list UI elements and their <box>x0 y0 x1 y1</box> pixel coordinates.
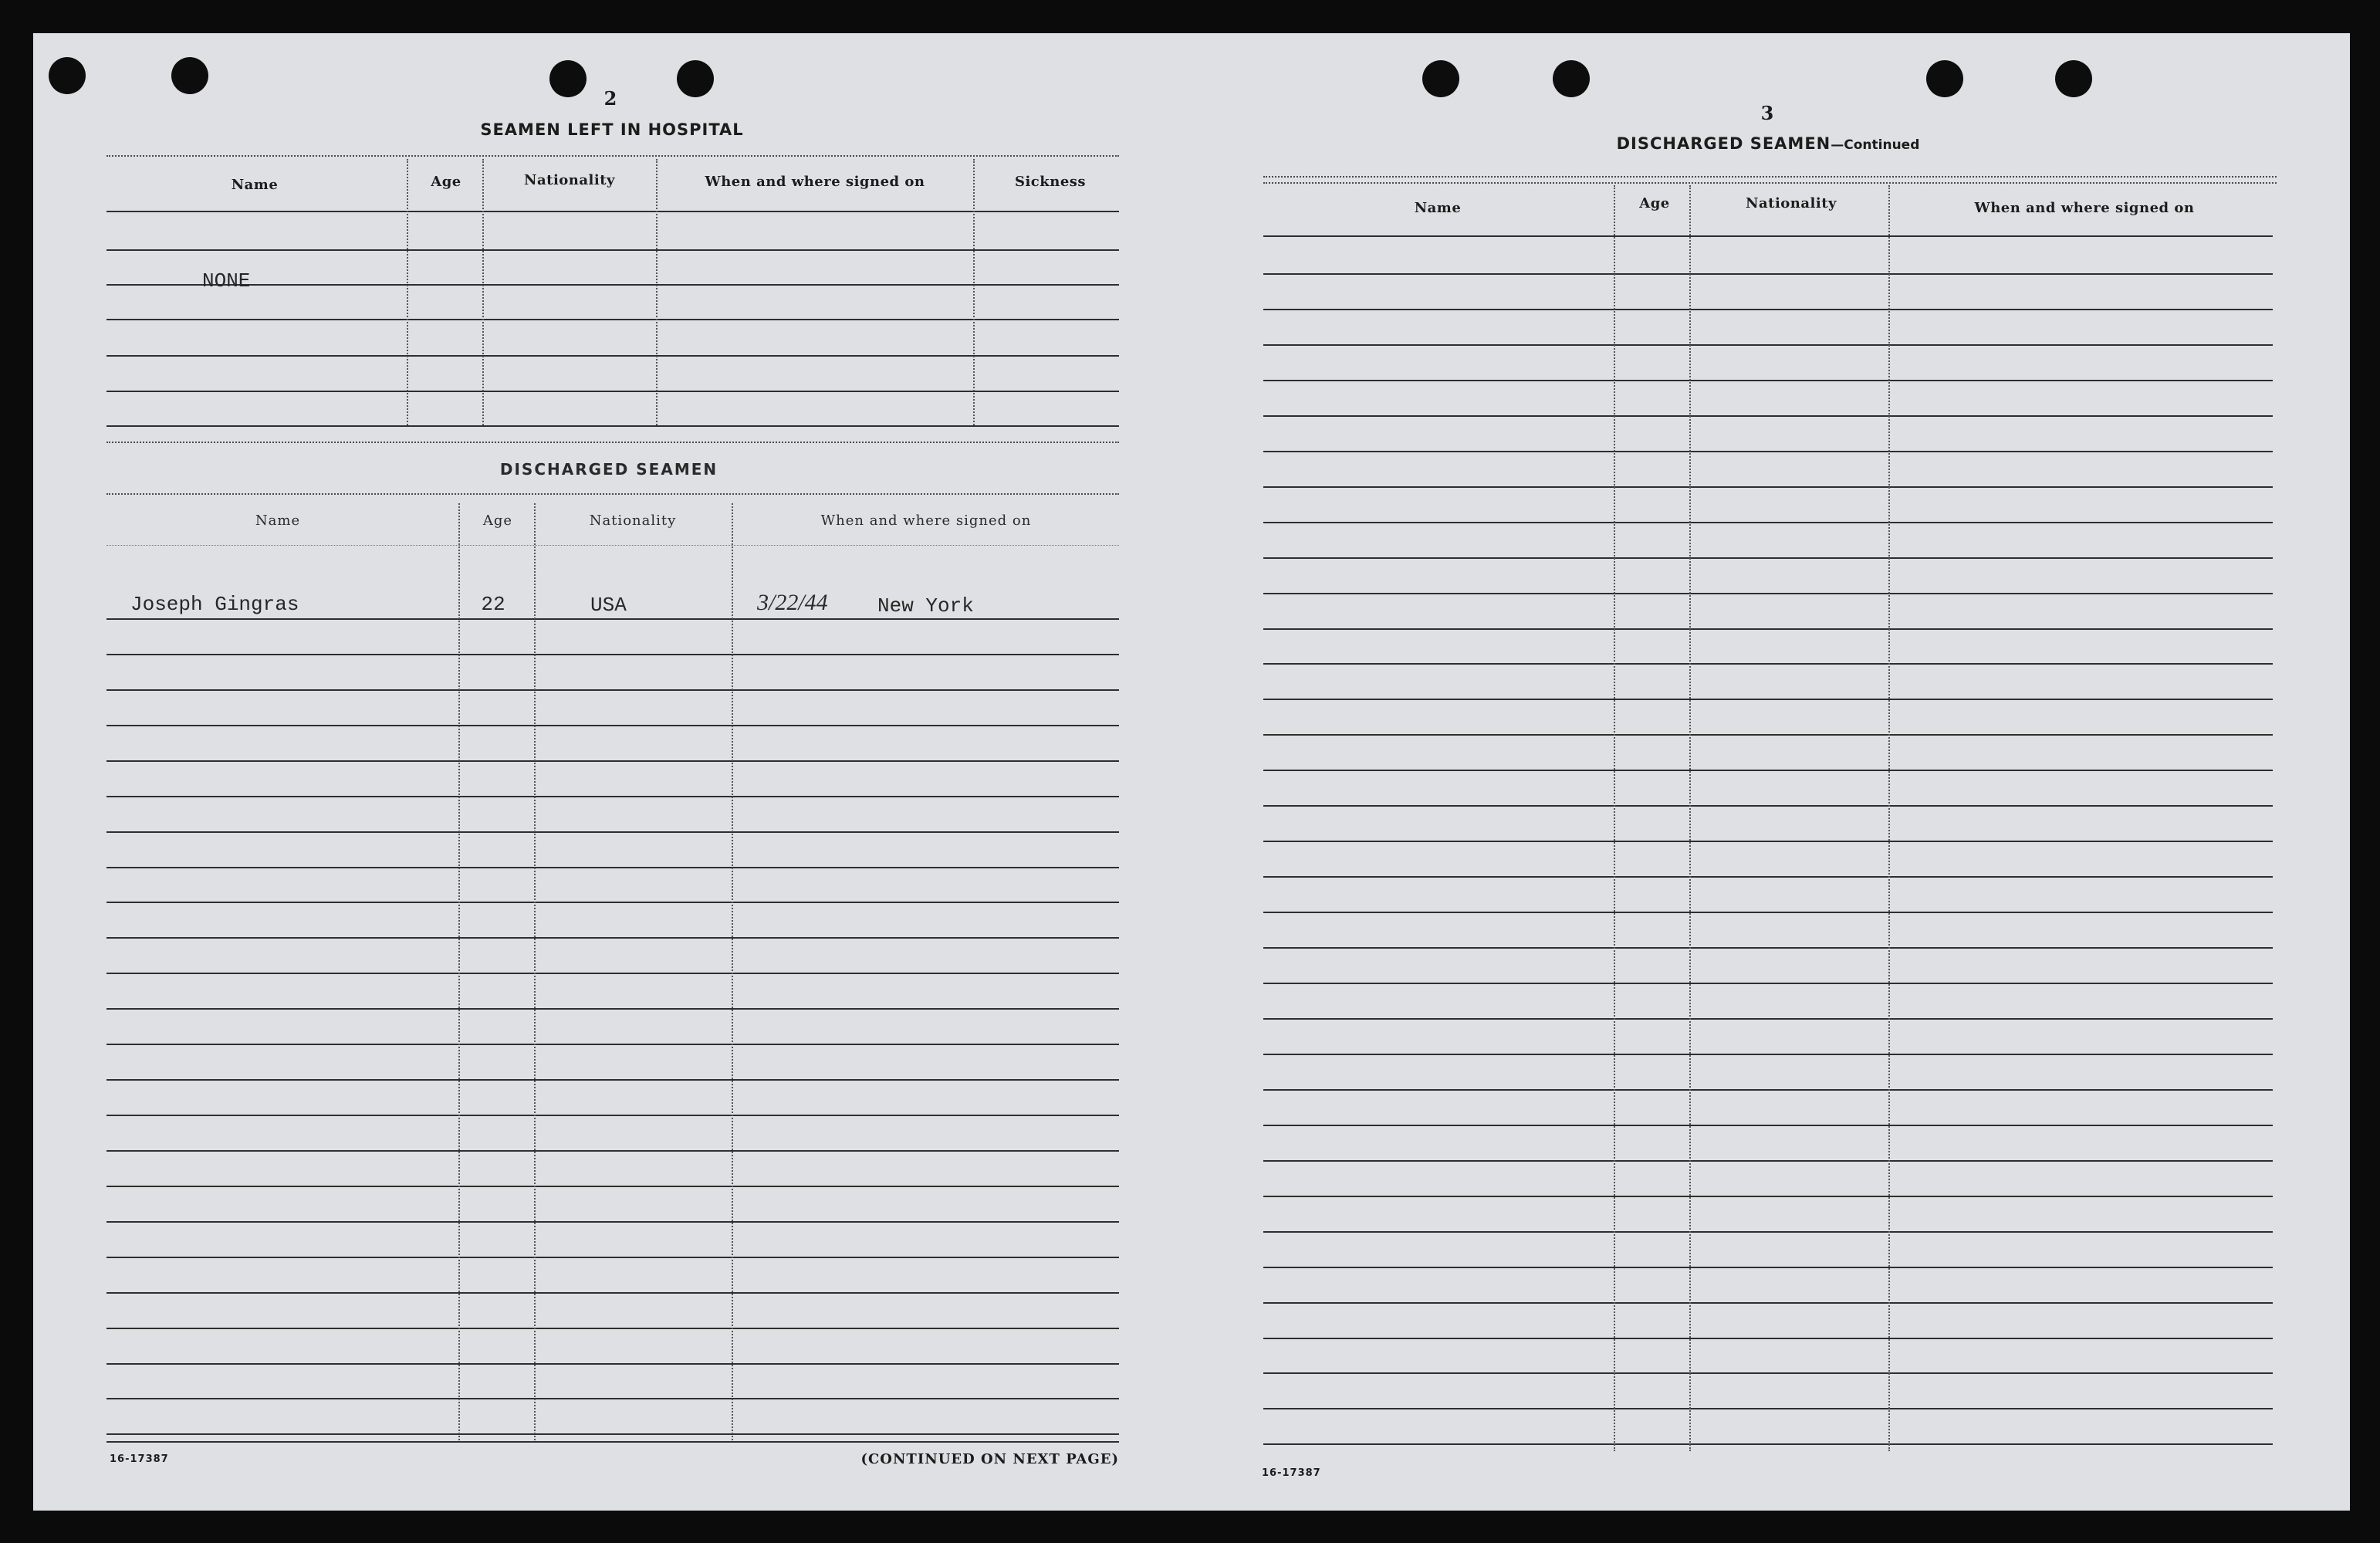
row-line <box>1263 1372 2273 1374</box>
header-bottom-line <box>1263 235 2273 237</box>
column-divider <box>1888 185 1890 1451</box>
row-line <box>1263 522 2273 523</box>
row-line <box>106 1363 1119 1365</box>
row-line <box>106 973 1119 974</box>
row-line <box>106 1150 1119 1152</box>
row-line <box>1263 770 2273 771</box>
column-divider <box>1614 185 1615 1451</box>
row-line <box>106 1257 1119 1258</box>
row-line <box>1263 983 2273 984</box>
column-header-name: Name <box>255 513 301 529</box>
section-top-rule <box>106 493 1119 495</box>
section-top-rule <box>106 155 1119 157</box>
row-line <box>106 391 1119 392</box>
column-header-age: Age <box>1639 195 1670 211</box>
row-line <box>1263 380 2273 381</box>
column-divider <box>482 159 484 425</box>
section-top-rule <box>1263 176 2277 178</box>
row-line <box>1263 1267 2273 1268</box>
row-line <box>1263 1443 2273 1445</box>
punch-hole <box>171 57 208 94</box>
page-number: 3 <box>1760 102 1774 124</box>
column-divider <box>732 503 733 1440</box>
column-header-sickness: Sickness <box>1014 174 1087 190</box>
row-line <box>106 319 1119 320</box>
row-line <box>1263 309 2273 310</box>
column-header-signed-on: When and where signed on <box>820 513 1032 529</box>
row-line <box>106 618 1119 620</box>
punch-hole <box>2055 60 2092 97</box>
row-line <box>1263 1054 2273 1055</box>
row-line <box>1263 805 2273 807</box>
column-header-age: Age <box>482 513 513 529</box>
row-line <box>106 654 1119 655</box>
row-line <box>106 1433 1119 1435</box>
row-line <box>1263 663 2273 665</box>
row-line <box>106 867 1119 868</box>
form-number: 16-17387 <box>1262 1467 1321 1479</box>
row-line <box>1263 344 2273 346</box>
row-line <box>1263 1160 2273 1162</box>
seaman-nationality: USA <box>590 594 627 617</box>
row-line <box>106 689 1119 691</box>
section-title: DISCHARGED SEAMEN <box>499 460 718 479</box>
row-line <box>1263 1302 2273 1304</box>
header-bottom-line <box>106 211 1119 212</box>
row-line <box>1263 628 2273 630</box>
row-line <box>106 902 1119 903</box>
section-top-rule <box>1263 182 2277 184</box>
column-header-signed-on: When and where signed on <box>1974 200 2195 216</box>
row-line <box>1263 1196 2273 1197</box>
column-header-age: Age <box>431 174 461 190</box>
row-line <box>1263 699 2273 700</box>
row-line <box>106 831 1119 833</box>
column-divider <box>458 503 460 1440</box>
row-line <box>106 1328 1119 1329</box>
column-divider <box>656 159 658 425</box>
row-line <box>106 284 1119 286</box>
row-line <box>1263 486 2273 488</box>
column-divider <box>1689 185 1691 1451</box>
row-line <box>106 1115 1119 1116</box>
table-bottom-line <box>106 1441 1119 1443</box>
section-title-suffix: —Continued <box>1831 137 1920 153</box>
column-divider <box>534 503 536 1440</box>
punch-hole <box>1422 60 1459 97</box>
column-header-nationality: Nationality <box>589 513 677 529</box>
section-bottom-rule <box>106 442 1119 443</box>
column-header-nationality: Nationality <box>524 172 615 188</box>
row-line <box>1263 876 2273 878</box>
row-line <box>106 1186 1119 1187</box>
column-header-name: Name <box>1414 200 1462 216</box>
punch-hole <box>677 60 714 97</box>
signed-on-place: New York <box>877 594 974 618</box>
punch-hole <box>549 60 587 97</box>
row-line <box>1263 593 2273 594</box>
punch-hole <box>1926 60 1963 97</box>
row-line <box>106 1398 1119 1399</box>
row-line <box>106 760 1119 762</box>
section-title-main: DISCHARGED SEAMEN <box>1616 134 1831 153</box>
row-line <box>1263 451 2273 452</box>
signed-on-date: 3/22/44 <box>757 590 828 615</box>
row-line <box>1263 734 2273 736</box>
seaman-name: Joseph Gingras <box>130 593 299 616</box>
row-line <box>1263 841 2273 842</box>
row-line <box>106 725 1119 726</box>
section-title <box>1617 136 1920 152</box>
row-line <box>106 1221 1119 1223</box>
row-line <box>1263 1408 2273 1409</box>
row-line <box>106 355 1119 357</box>
row-line <box>1263 1338 2273 1339</box>
row-line <box>106 796 1119 797</box>
row-line <box>106 1292 1119 1294</box>
continued-note: (CONTINUED ON NEXT PAGE) <box>860 1451 1119 1467</box>
row-line <box>1263 557 2273 559</box>
seaman-age: 22 <box>481 593 505 616</box>
form-number: 16-17387 <box>110 1453 169 1465</box>
paper-sheet <box>33 33 2350 1511</box>
punch-hole <box>1553 60 1590 97</box>
row-line <box>1263 947 2273 949</box>
hospital-entry-name: NONE <box>202 269 251 293</box>
row-line <box>106 249 1119 251</box>
row-line <box>1263 912 2273 913</box>
column-header-nationality: Nationality <box>1746 195 1837 211</box>
column-divider <box>973 159 975 425</box>
punch-hole <box>49 57 86 94</box>
row-line <box>106 425 1119 427</box>
row-line <box>106 1008 1119 1010</box>
row-line <box>1263 415 2273 417</box>
row-line <box>106 1044 1119 1045</box>
row-line <box>1263 1125 2273 1126</box>
column-divider <box>407 159 408 425</box>
section-title: SEAMEN LEFT IN HOSPITAL <box>480 120 744 139</box>
row-line <box>1263 273 2273 275</box>
column-header-name: Name <box>231 177 279 193</box>
row-line <box>1263 1089 2273 1091</box>
page-number: 2 <box>603 87 617 110</box>
column-header-signed-on: When and where signed on <box>705 174 925 190</box>
row-line <box>1263 1231 2273 1233</box>
row-line <box>106 937 1119 939</box>
header-bottom-line <box>106 545 1119 546</box>
row-line <box>1263 1018 2273 1020</box>
row-line <box>106 1079 1119 1081</box>
